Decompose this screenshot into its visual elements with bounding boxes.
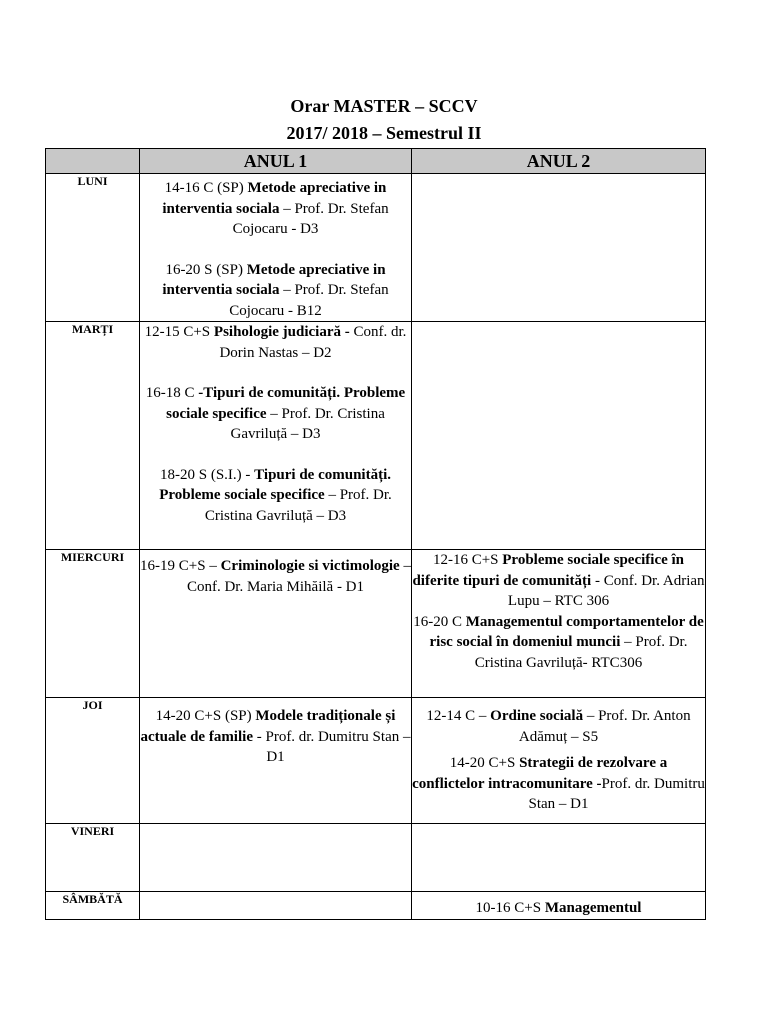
anul1-cell <box>140 824 412 892</box>
course-entry: 16-18 C -Tipuri de comunități. Probleme sociale specifice – Prof. Dr. Cristina Gavriluță – D3 <box>145 385 406 442</box>
table-row <box>46 824 706 892</box>
course-entry: 16-19 C+S – Criminologie si victimologie – Conf. Dr. Maria Mihăilă - D1 <box>140 558 411 595</box>
anul1-cell <box>140 322 412 550</box>
anul2-cell <box>412 174 706 322</box>
header-cell-anul2: ANUL 2 <box>412 149 706 174</box>
document-title: Orar MASTER – SCCV <box>290 96 478 116</box>
header-cell-anul1: ANUL 1 <box>140 149 412 174</box>
day-cell: JOI <box>46 698 140 824</box>
table-row <box>46 892 706 920</box>
anul2-cell <box>412 698 706 824</box>
course-entry: 10-16 C+S Managementul <box>475 900 642 916</box>
table-row <box>46 698 706 824</box>
anul1-cell <box>140 550 412 698</box>
anul1-cell <box>140 698 412 824</box>
course-entry: 14-20 C+S (SP) Modele tradiționale și actuale de familie - Prof. dr. Dumitru Stan – D1 <box>140 708 411 765</box>
course-entry: 16-20 C Managementul comportamentelor de risc social în domeniul muncii – Prof. Dr. Cristina Gavriluță- RTC306 <box>413 613 704 671</box>
course-entry: 14-16 C (SP) Metode apreciative in interventia sociala – Prof. Dr. Stefan Cojocaru - D3 <box>162 180 389 237</box>
day-cell: LUNI <box>46 174 140 322</box>
day-cell: VINERI <box>46 824 140 892</box>
course-entry: 14-20 C+S Strategii de rezolvare a conflictelor intracomunitare -Prof. dr. Dumitru Stan – D1 <box>412 755 705 812</box>
course-entry: 16-20 S (SP) Metode apreciative in interventia sociala – Prof. Dr. Stefan Cojocaru - B12 <box>162 261 389 319</box>
anul2-cell <box>412 824 706 892</box>
table-row <box>46 174 706 322</box>
day-cell: MIERCURI <box>46 550 140 698</box>
course-entry: 18-20 S (S.I.) - Tipuri de comunități. Probleme sociale specifice – Prof. Dr. Cristina Gavriluță – D3 <box>159 466 392 524</box>
course-entry: 12-15 C+S Psihologie judiciară - Conf. dr. Dorin Nastas – D2 <box>144 324 407 361</box>
anul1-cell <box>140 174 412 322</box>
table-row <box>46 550 706 698</box>
header-cell-day <box>46 149 140 174</box>
day-cell: MARȚI <box>46 322 140 550</box>
schedule-table <box>45 148 706 920</box>
anul2-cell <box>412 322 706 550</box>
anul2-cell <box>412 550 706 698</box>
course-entry: 12-14 C – Ordine socială – Prof. Dr. Anton Adămuț – S5 <box>426 708 691 745</box>
header-row <box>46 149 706 174</box>
table-row <box>46 322 706 550</box>
document-subtitle: 2017/ 2018 – Semestrul II <box>286 123 482 143</box>
anul1-cell <box>140 892 412 920</box>
anul2-cell <box>412 892 706 920</box>
day-cell: SÂMBĂTĂ <box>46 892 140 920</box>
course-entry: 12-16 C+S Probleme sociale specifice în diferite tipuri de comunități - Conf. Dr. Adrian Lupu – RTC 306 <box>412 552 705 609</box>
